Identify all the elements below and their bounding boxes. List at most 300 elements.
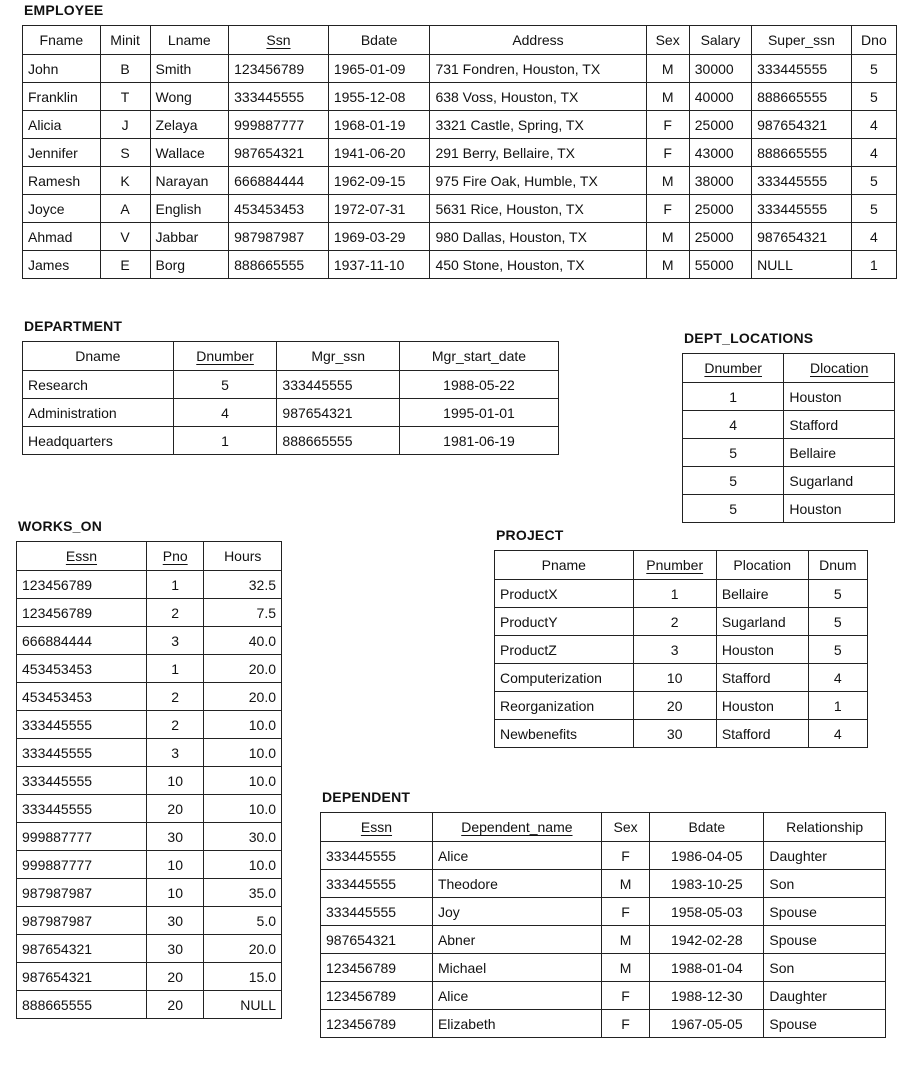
dept-locations-header-row xyxy=(683,354,895,383)
project-cell-plocation: Stafford xyxy=(716,664,808,692)
table-row xyxy=(17,767,282,795)
employee-cell-minit: B xyxy=(100,55,150,83)
project-cell-pnumber: 30 xyxy=(633,720,716,748)
dependent-cell-sex: M xyxy=(601,870,649,898)
employee-cell-minit: T xyxy=(100,83,150,111)
dependent-title: DEPENDENT xyxy=(322,789,411,805)
department-title: DEPARTMENT xyxy=(24,318,123,334)
project-header-pnumber xyxy=(633,551,716,580)
dependent-cell-dependent-name: Theodore xyxy=(432,870,601,898)
table-row xyxy=(495,692,868,720)
project-header-label: Plocation xyxy=(733,557,792,573)
dependent-header-label: Dependent_name xyxy=(461,819,573,835)
employee-cell-dno: 5 xyxy=(851,195,896,223)
works-on-cell-hours: 30.0 xyxy=(204,823,282,851)
employee-header-address xyxy=(430,26,646,55)
employee-cell-minit: A xyxy=(100,195,150,223)
employee-cell-address: 975 Fire Oak, Humble, TX xyxy=(430,167,646,195)
works-on-cell-hours: 20.0 xyxy=(204,935,282,963)
employee-cell-bdate: 1941-06-20 xyxy=(328,139,430,167)
employee-header-label: Bdate xyxy=(360,32,398,48)
employee-cell-ssn: 888665555 xyxy=(229,251,329,279)
dependent-cell-bdate: 1958-05-03 xyxy=(650,898,764,926)
dependent-cell-relationship: Daughter xyxy=(764,982,886,1010)
works-on-cell-pno: 20 xyxy=(146,963,204,991)
works-on-header-row xyxy=(17,542,282,571)
works-on-title: WORKS_ON xyxy=(18,518,103,534)
department-cell-dname: Administration xyxy=(23,399,174,427)
department-table xyxy=(22,341,559,455)
department-cell-dnumber: 1 xyxy=(173,427,277,455)
employee-cell-super-ssn: NULL xyxy=(752,251,852,279)
dependent-header-sex xyxy=(601,813,649,842)
table-row xyxy=(495,664,868,692)
employee-cell-lname: Borg xyxy=(150,251,229,279)
table-row xyxy=(23,83,897,111)
table-row xyxy=(683,495,895,523)
dependent-header-essn xyxy=(321,813,433,842)
employee-header-label: Dno xyxy=(861,32,887,48)
works-on-cell-essn: 987654321 xyxy=(17,935,147,963)
department-cell-mgr-ssn: 333445555 xyxy=(277,371,400,399)
dependent-cell-essn: 123456789 xyxy=(321,1010,433,1038)
table-row xyxy=(321,1010,886,1038)
project-cell-pname: ProductX xyxy=(495,580,634,608)
project-header-pname xyxy=(495,551,634,580)
employee-cell-dno: 5 xyxy=(851,167,896,195)
dependent-header-relationship xyxy=(764,813,886,842)
employee-cell-super-ssn: 987654321 xyxy=(752,111,852,139)
department-cell-mgr-start-date: 1988-05-22 xyxy=(399,371,558,399)
employee-cell-sex: F xyxy=(646,111,689,139)
department-header-label: Mgr_ssn xyxy=(311,348,366,364)
dept-locations-cell-dnumber: 5 xyxy=(683,439,784,467)
dependent-cell-essn: 123456789 xyxy=(321,954,433,982)
works-on-header-label: Essn xyxy=(65,548,98,564)
project-cell-plocation: Stafford xyxy=(716,720,808,748)
project-cell-dnum: 5 xyxy=(808,608,867,636)
works-on-cell-essn: 333445555 xyxy=(17,711,147,739)
employee-cell-minit: V xyxy=(100,223,150,251)
table-row xyxy=(23,55,897,83)
works-on-header-essn xyxy=(17,542,147,571)
project-header-label: Dnum xyxy=(819,557,857,573)
project-cell-pname: Reorganization xyxy=(495,692,634,720)
employee-cell-sex: M xyxy=(646,55,689,83)
table-row xyxy=(17,655,282,683)
table-row xyxy=(23,223,897,251)
employee-header-label: Salary xyxy=(700,32,741,48)
dependent-cell-essn: 333445555 xyxy=(321,898,433,926)
project-cell-plocation: Houston xyxy=(716,636,808,664)
project-header-row xyxy=(495,551,868,580)
works-on-cell-pno: 3 xyxy=(146,627,204,655)
employee-cell-salary: 43000 xyxy=(689,139,751,167)
employee-cell-salary: 55000 xyxy=(689,251,751,279)
works-on-cell-hours: 40.0 xyxy=(204,627,282,655)
dept-locations-cell-dlocation: Houston xyxy=(784,495,895,523)
works-on-cell-pno: 2 xyxy=(146,711,204,739)
employee-header-dno xyxy=(851,26,896,55)
dept-locations-cell-dlocation: Stafford xyxy=(784,411,895,439)
project-cell-plocation: Bellaire xyxy=(716,580,808,608)
dept-locations-header-label: Dnumber xyxy=(704,360,762,376)
dependent-cell-sex: M xyxy=(601,954,649,982)
works-on-cell-essn: 987987987 xyxy=(17,879,147,907)
dependent-cell-sex: F xyxy=(601,842,649,870)
works-on-header-pno xyxy=(146,542,204,571)
project-relation xyxy=(494,527,868,748)
department-cell-dnumber: 5 xyxy=(173,371,277,399)
project-cell-dnum: 5 xyxy=(808,580,867,608)
table-row xyxy=(17,963,282,991)
department-cell-dnumber: 4 xyxy=(173,399,277,427)
works-on-cell-hours: 15.0 xyxy=(204,963,282,991)
dependent-table xyxy=(320,812,886,1038)
dependent-cell-relationship: Spouse xyxy=(764,926,886,954)
employee-header-label: Lname xyxy=(167,32,211,48)
works-on-cell-essn: 123456789 xyxy=(17,571,147,599)
dependent-header-label: Bdate xyxy=(688,819,726,835)
department-cell-dname: Headquarters xyxy=(23,427,174,455)
department-cell-dname: Research xyxy=(23,371,174,399)
works-on-cell-pno: 1 xyxy=(146,655,204,683)
project-cell-pname: ProductZ xyxy=(495,636,634,664)
table-row xyxy=(321,842,886,870)
employee-header-label: Fname xyxy=(39,32,84,48)
dependent-cell-essn: 123456789 xyxy=(321,982,433,1010)
employee-cell-dno: 5 xyxy=(851,83,896,111)
table-row xyxy=(321,926,886,954)
works-on-table xyxy=(16,541,282,1019)
employee-cell-ssn: 999887777 xyxy=(229,111,329,139)
employee-header-fname xyxy=(23,26,101,55)
employee-cell-sex: M xyxy=(646,223,689,251)
dependent-cell-relationship: Spouse xyxy=(764,898,886,926)
dependent-cell-essn: 987654321 xyxy=(321,926,433,954)
employee-cell-sex: F xyxy=(646,195,689,223)
table-row xyxy=(495,580,868,608)
works-on-cell-hours: 20.0 xyxy=(204,655,282,683)
employee-cell-lname: Jabbar xyxy=(150,223,229,251)
works-on-cell-hours: 10.0 xyxy=(204,767,282,795)
dependent-cell-essn: 333445555 xyxy=(321,870,433,898)
table-row xyxy=(17,991,282,1019)
works-on-cell-hours: 7.5 xyxy=(204,599,282,627)
dependent-cell-relationship: Spouse xyxy=(764,1010,886,1038)
works-on-cell-essn: 888665555 xyxy=(17,991,147,1019)
table-row xyxy=(495,608,868,636)
employee-cell-bdate: 1965-01-09 xyxy=(328,55,430,83)
employee-cell-super-ssn: 888665555 xyxy=(752,83,852,111)
works-on-cell-hours: 10.0 xyxy=(204,739,282,767)
employee-cell-dno: 5 xyxy=(851,55,896,83)
table-row xyxy=(17,571,282,599)
project-cell-dnum: 5 xyxy=(808,636,867,664)
project-cell-plocation: Sugarland xyxy=(716,608,808,636)
employee-cell-address: 638 Voss, Houston, TX xyxy=(430,83,646,111)
dept-locations-cell-dnumber: 5 xyxy=(683,495,784,523)
works-on-relation xyxy=(16,518,282,1019)
employee-cell-sex: M xyxy=(646,83,689,111)
works-on-cell-pno: 10 xyxy=(146,879,204,907)
employee-cell-salary: 40000 xyxy=(689,83,751,111)
works-on-cell-pno: 30 xyxy=(146,823,204,851)
employee-cell-minit: E xyxy=(100,251,150,279)
employee-header-super-ssn xyxy=(752,26,852,55)
table-row xyxy=(17,599,282,627)
dependent-cell-sex: M xyxy=(601,926,649,954)
employee-cell-bdate: 1972-07-31 xyxy=(328,195,430,223)
employee-cell-fname: Ramesh xyxy=(23,167,101,195)
employee-cell-ssn: 123456789 xyxy=(229,55,329,83)
table-row xyxy=(683,383,895,411)
dependent-cell-relationship: Son xyxy=(764,954,886,982)
department-relation xyxy=(22,318,559,455)
employee-cell-address: 5631 Rice, Houston, TX xyxy=(430,195,646,223)
project-cell-pname: Computerization xyxy=(495,664,634,692)
project-cell-pnumber: 20 xyxy=(633,692,716,720)
employee-cell-minit: J xyxy=(100,111,150,139)
dept-locations-table xyxy=(682,353,895,523)
employee-cell-sex: F xyxy=(646,139,689,167)
dept-locations-cell-dnumber: 4 xyxy=(683,411,784,439)
works-on-cell-hours: 20.0 xyxy=(204,683,282,711)
project-cell-pname: Newbenefits xyxy=(495,720,634,748)
dept-locations-header-label: Dlocation xyxy=(810,360,869,376)
employee-cell-super-ssn: 987654321 xyxy=(752,223,852,251)
works-on-cell-pno: 2 xyxy=(146,599,204,627)
works-on-header-hours xyxy=(204,542,282,571)
department-header-dname xyxy=(23,342,174,371)
employee-cell-fname: John xyxy=(23,55,101,83)
table-row xyxy=(495,720,868,748)
table-row xyxy=(321,982,886,1010)
table-row xyxy=(683,439,895,467)
employee-header-row xyxy=(23,26,897,55)
table-row xyxy=(17,795,282,823)
table-row xyxy=(321,870,886,898)
table-row xyxy=(23,111,897,139)
works-on-cell-pno: 10 xyxy=(146,767,204,795)
dependent-cell-dependent-name: Elizabeth xyxy=(432,1010,601,1038)
project-header-dnum xyxy=(808,551,867,580)
works-on-cell-hours: 10.0 xyxy=(204,795,282,823)
dependent-cell-dependent-name: Alice xyxy=(432,982,601,1010)
dept-locations-cell-dlocation: Houston xyxy=(784,383,895,411)
employee-header-sex xyxy=(646,26,689,55)
dept-locations-cell-dnumber: 5 xyxy=(683,467,784,495)
works-on-cell-hours: 10.0 xyxy=(204,711,282,739)
employee-header-label: Ssn xyxy=(266,32,291,48)
dependent-header-row xyxy=(321,813,886,842)
table-row xyxy=(321,898,886,926)
table-row xyxy=(23,371,559,399)
works-on-cell-pno: 30 xyxy=(146,935,204,963)
works-on-cell-pno: 20 xyxy=(146,991,204,1019)
employee-header-lname xyxy=(150,26,229,55)
works-on-cell-essn: 453453453 xyxy=(17,683,147,711)
dependent-cell-dependent-name: Alice xyxy=(432,842,601,870)
works-on-cell-pno: 20 xyxy=(146,795,204,823)
dependent-cell-dependent-name: Abner xyxy=(432,926,601,954)
dependent-header-bdate xyxy=(650,813,764,842)
employee-cell-salary: 30000 xyxy=(689,55,751,83)
dependent-cell-sex: F xyxy=(601,982,649,1010)
table-row xyxy=(23,195,897,223)
table-row xyxy=(495,636,868,664)
department-cell-mgr-ssn: 888665555 xyxy=(277,427,400,455)
table-row xyxy=(23,139,897,167)
project-cell-dnum: 1 xyxy=(808,692,867,720)
department-cell-mgr-start-date: 1995-01-01 xyxy=(399,399,558,427)
dept-locations-header-dnumber xyxy=(683,354,784,383)
dependent-cell-bdate: 1988-01-04 xyxy=(650,954,764,982)
employee-cell-lname: Zelaya xyxy=(150,111,229,139)
employee-title: EMPLOYEE xyxy=(24,2,104,18)
employee-table xyxy=(22,25,897,279)
employee-cell-address: 3321 Castle, Spring, TX xyxy=(430,111,646,139)
department-header-label: Dname xyxy=(75,348,121,364)
works-on-cell-hours: 35.0 xyxy=(204,879,282,907)
dependent-cell-sex: F xyxy=(601,898,649,926)
dependent-cell-bdate: 1986-04-05 xyxy=(650,842,764,870)
dependent-header-label: Relationship xyxy=(786,819,864,835)
works-on-header-label: Hours xyxy=(224,548,262,564)
employee-cell-lname: English xyxy=(150,195,229,223)
table-row xyxy=(17,935,282,963)
dependent-cell-dependent-name: Joy xyxy=(432,898,601,926)
employee-header-salary xyxy=(689,26,751,55)
dependent-header-label: Sex xyxy=(613,819,638,835)
works-on-cell-essn: 123456789 xyxy=(17,599,147,627)
dept-locations-cell-dlocation: Sugarland xyxy=(784,467,895,495)
employee-header-label: Address xyxy=(512,32,564,48)
employee-cell-bdate: 1962-09-15 xyxy=(328,167,430,195)
works-on-cell-essn: 453453453 xyxy=(17,655,147,683)
table-row xyxy=(17,851,282,879)
works-on-cell-hours: 10.0 xyxy=(204,851,282,879)
project-title: PROJECT xyxy=(496,527,564,543)
works-on-cell-essn: 999887777 xyxy=(17,851,147,879)
employee-cell-dno: 4 xyxy=(851,111,896,139)
employee-cell-super-ssn: 333445555 xyxy=(752,195,852,223)
table-row xyxy=(17,907,282,935)
employee-cell-dno: 4 xyxy=(851,223,896,251)
employee-cell-minit: S xyxy=(100,139,150,167)
employee-cell-address: 731 Fondren, Houston, TX xyxy=(430,55,646,83)
works-on-cell-essn: 333445555 xyxy=(17,795,147,823)
department-header-label: Dnumber xyxy=(196,348,254,364)
works-on-cell-pno: 2 xyxy=(146,683,204,711)
project-cell-pnumber: 3 xyxy=(633,636,716,664)
project-cell-dnum: 4 xyxy=(808,720,867,748)
works-on-cell-hours: 5.0 xyxy=(204,907,282,935)
department-header-mgr-start-date xyxy=(399,342,558,371)
employee-cell-fname: Joyce xyxy=(23,195,101,223)
works-on-cell-essn: 987987987 xyxy=(17,907,147,935)
table-row xyxy=(17,683,282,711)
dependent-cell-bdate: 1942-02-28 xyxy=(650,926,764,954)
employee-cell-fname: James xyxy=(23,251,101,279)
employee-cell-fname: Franklin xyxy=(23,83,101,111)
department-header-dnumber xyxy=(173,342,277,371)
employee-cell-bdate: 1937-11-10 xyxy=(328,251,430,279)
department-cell-mgr-start-date: 1981-06-19 xyxy=(399,427,558,455)
table-row xyxy=(17,739,282,767)
dependent-header-dependent-name xyxy=(432,813,601,842)
dependent-cell-bdate: 1983-10-25 xyxy=(650,870,764,898)
employee-cell-ssn: 333445555 xyxy=(229,83,329,111)
employee-cell-sex: M xyxy=(646,167,689,195)
table-row xyxy=(23,167,897,195)
employee-cell-super-ssn: 888665555 xyxy=(752,139,852,167)
employee-cell-salary: 25000 xyxy=(689,111,751,139)
employee-cell-super-ssn: 333445555 xyxy=(752,167,852,195)
table-row xyxy=(17,823,282,851)
dept-locations-header-dlocation xyxy=(784,354,895,383)
employee-cell-fname: Ahmad xyxy=(23,223,101,251)
employee-header-minit xyxy=(100,26,150,55)
employee-cell-lname: Wallace xyxy=(150,139,229,167)
employee-relation xyxy=(22,2,897,279)
employee-cell-bdate: 1968-01-19 xyxy=(328,111,430,139)
dept-locations-relation xyxy=(682,330,895,523)
project-cell-pnumber: 2 xyxy=(633,608,716,636)
project-cell-plocation: Houston xyxy=(716,692,808,720)
dependent-cell-relationship: Daughter xyxy=(764,842,886,870)
employee-cell-address: 291 Berry, Bellaire, TX xyxy=(430,139,646,167)
employee-cell-fname: Jennifer xyxy=(23,139,101,167)
employee-cell-lname: Narayan xyxy=(150,167,229,195)
table-row xyxy=(683,467,895,495)
dependent-cell-essn: 333445555 xyxy=(321,842,433,870)
project-header-label: Pname xyxy=(541,557,586,573)
project-cell-pnumber: 1 xyxy=(633,580,716,608)
department-header-row xyxy=(23,342,559,371)
dependent-cell-relationship: Son xyxy=(764,870,886,898)
dependent-cell-bdate: 1988-12-30 xyxy=(650,982,764,1010)
employee-cell-ssn: 666884444 xyxy=(229,167,329,195)
works-on-cell-essn: 333445555 xyxy=(17,739,147,767)
employee-cell-lname: Wong xyxy=(150,83,229,111)
employee-cell-ssn: 453453453 xyxy=(229,195,329,223)
project-header-plocation xyxy=(716,551,808,580)
dependent-cell-bdate: 1967-05-05 xyxy=(650,1010,764,1038)
dept-locations-title: DEPT_LOCATIONS xyxy=(684,330,814,346)
dependent-cell-sex: F xyxy=(601,1010,649,1038)
employee-header-ssn xyxy=(229,26,329,55)
project-header-label: Pnumber xyxy=(646,557,704,573)
table-row xyxy=(321,954,886,982)
table-row xyxy=(17,711,282,739)
table-row xyxy=(17,627,282,655)
table-row xyxy=(23,399,559,427)
employee-header-label: Minit xyxy=(110,32,140,48)
employee-cell-super-ssn: 333445555 xyxy=(752,55,852,83)
employee-cell-salary: 38000 xyxy=(689,167,751,195)
employee-cell-bdate: 1969-03-29 xyxy=(328,223,430,251)
employee-cell-ssn: 987654321 xyxy=(229,139,329,167)
employee-cell-sex: M xyxy=(646,251,689,279)
works-on-cell-essn: 666884444 xyxy=(17,627,147,655)
project-cell-dnum: 4 xyxy=(808,664,867,692)
employee-header-label: Super_ssn xyxy=(767,32,835,48)
employee-cell-address: 450 Stone, Houston, TX xyxy=(430,251,646,279)
employee-cell-fname: Alicia xyxy=(23,111,101,139)
works-on-cell-pno: 10 xyxy=(146,851,204,879)
dependent-header-label: Essn xyxy=(360,819,393,835)
